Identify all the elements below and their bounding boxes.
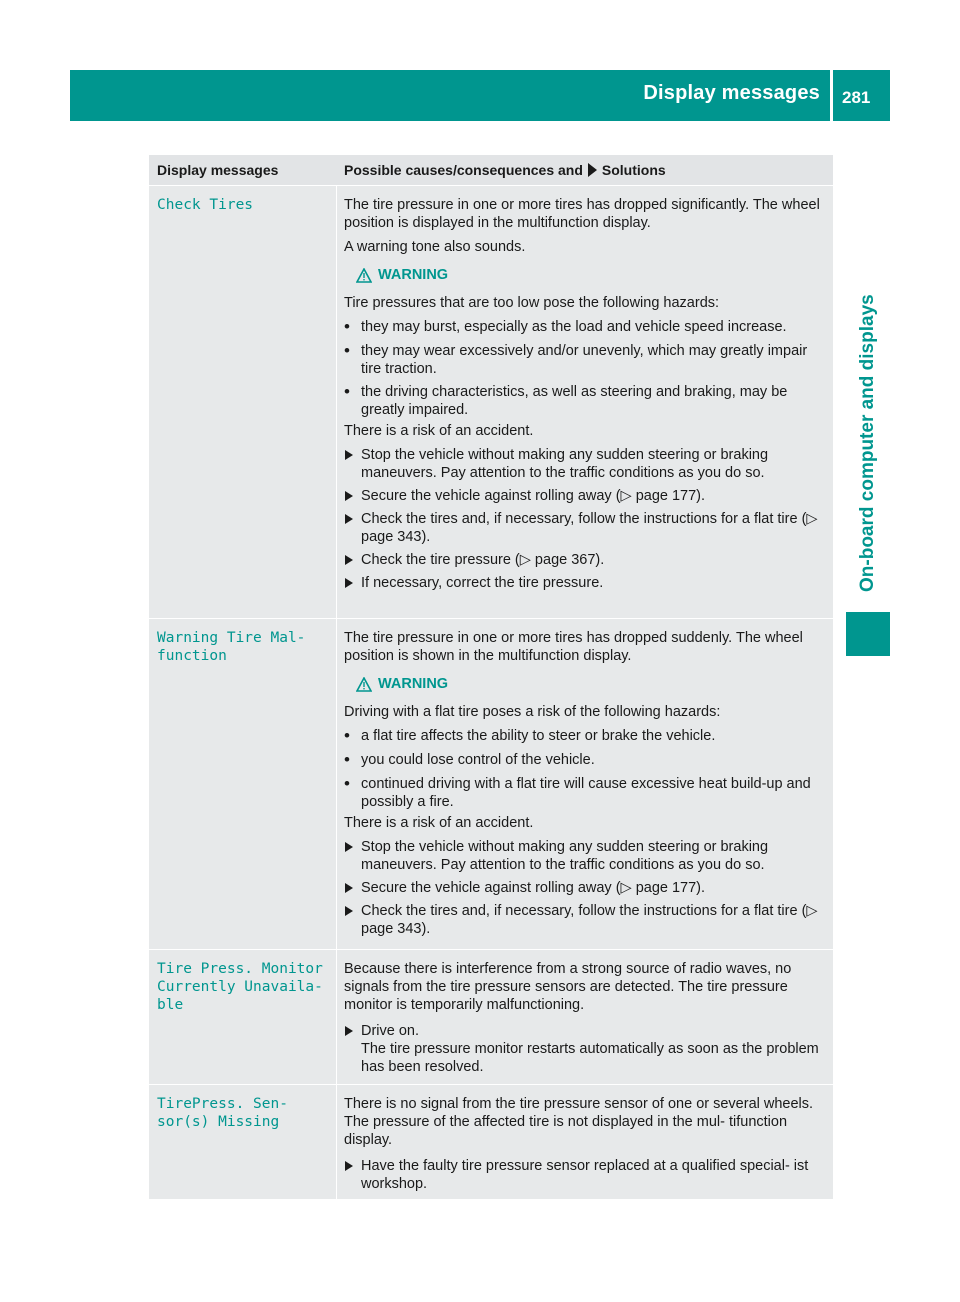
table-header	[149, 155, 833, 185]
message-details: There is no signal from the tire pressure sensor of one or several wheels. The pressure of the affected tire is not displayed in the mul‐ tifunction display. Have the faulty tire pressure sensor replaced at a qualified special‐ ist workshop.	[337, 1085, 833, 1199]
message-details: Because there is interference from a strong source of radio waves, no signals from the tire pressure sensors are detected. The tire pressure monitor is temporarily malfunctioning. Drive on. The tire pressure monitor restarts automatically as soon as the problem has been resolved.	[337, 950, 833, 1084]
list-item: • you could lose control of the vehicle.	[344, 751, 825, 770]
action-step: Check the tire pressure (▷ page 367).	[344, 551, 825, 569]
action-step: Drive on. The tire pressure monitor restarts automatically as soon as the problem has been resolved.	[344, 1022, 825, 1076]
action-step: Stop the vehicle without making any sudden steering or braking maneuvers. Pay attention to the traffic conditions as you do so.	[344, 838, 825, 874]
action-step: Have the faulty tire pressure sensor replaced at a qualified special‐ ist workshop.	[344, 1157, 825, 1193]
col-header-causes: Possible causes/consequences and Solutions	[344, 162, 666, 178]
display-message: TirePress. Sen‐ sor(s) Missing	[149, 1085, 337, 1199]
display-message: Warning Tire Mal‐ function	[149, 619, 337, 949]
message-details: The tire pressure in one or more tires has dropped suddenly. The wheel position is shown in the multifunction display. WARNING Driving with a flat tire poses a risk of the following hazards: • a flat tire affects the ability to steer or brake the vehicle. • you could lose control of the vehicle. • continued driving with a flat tire will cause excessive heat build-up and possibly a fire. There is a risk of an accident. Stop the vehicle without making any sudden steering or braking maneuvers. Pay attention to the traffic conditions as you do so. Secure the vehicle against rolling away (▷ page 177). Check the tires and, if necessary, follow the instructions for a flat tire (▷ page 343).	[337, 619, 833, 949]
action-step: Stop the vehicle without making any sudden steering or braking maneuvers. Pay attention to the traffic conditions as you do so.	[344, 446, 825, 482]
warning-label: WARNING	[356, 675, 825, 693]
warning-triangle-icon	[356, 677, 372, 692]
chapter-label: On-board computer and displays	[857, 294, 878, 592]
chapter-marker	[846, 612, 890, 656]
action-step: Check the tires and, if necessary, follow the instructions for a flat tire (▷ page 343).	[344, 510, 825, 546]
message-details: The tire pressure in one or more tires has dropped significantly. The wheel position is displayed in the multifunction display. A warning tone also sounds. WARNING Tire pressures that are too low pose the following hazards: • they may burst, especially as the load and vehicle speed increase. • they may wear excessively and/or unevenly, which may greatly impair tire traction. • the driving characteristics, as well as steering and braking, may be greatly impaired. There is a risk of an accident. Stop the vehicle without making any sudden steering or braking maneuvers. Pay attention to the traffic conditions as you do so. Secure the vehicle against rolling away (▷ page 177). Check the tires and, if necessary, follow the instructions for a flat tire (▷ page 343). Check the tire pressure (▷ page 367). If necessary, correct the tire pressure.	[337, 186, 833, 618]
list-item: • they may wear excessively and/or unevenly, which may greatly impair tire traction.	[344, 342, 825, 378]
table-row	[149, 1084, 833, 1199]
action-step: If necessary, correct the tire pressure.	[344, 574, 825, 592]
col-header-messages: Display messages	[157, 162, 279, 178]
warning-triangle-icon	[356, 268, 372, 283]
display-messages-table	[149, 155, 833, 1199]
action-step: Secure the vehicle against rolling away (▷ page 177).	[344, 487, 825, 505]
chapter-tab	[846, 180, 890, 600]
header-bar	[70, 70, 890, 121]
page-number: 281	[842, 88, 871, 107]
display-message: Tire Press. Monitor Currently Unavaila‐ ble	[149, 950, 337, 1084]
section-title: Display messages	[643, 82, 820, 104]
action-step: Secure the vehicle against rolling away (▷ page 177).	[344, 879, 825, 897]
list-item: • they may burst, especially as the load and vehicle speed increase.	[344, 318, 825, 337]
warning-label: WARNING	[356, 266, 825, 284]
header-separator	[830, 70, 833, 121]
display-message: Check Tires	[149, 186, 337, 618]
action-step: Check the tires and, if necessary, follow the instructions for a flat tire (▷ page 343).	[344, 902, 825, 938]
list-item: • continued driving with a flat tire will cause excessive heat build-up and possibly a fire.	[344, 775, 825, 811]
list-item: • a flat tire affects the ability to steer or brake the vehicle.	[344, 727, 825, 746]
table-row	[149, 185, 833, 618]
list-item: • the driving characteristics, as well as steering and braking, may be greatly impaired.	[344, 383, 825, 419]
table-row	[149, 949, 833, 1084]
table-row	[149, 618, 833, 949]
action-arrow-icon	[588, 163, 597, 177]
